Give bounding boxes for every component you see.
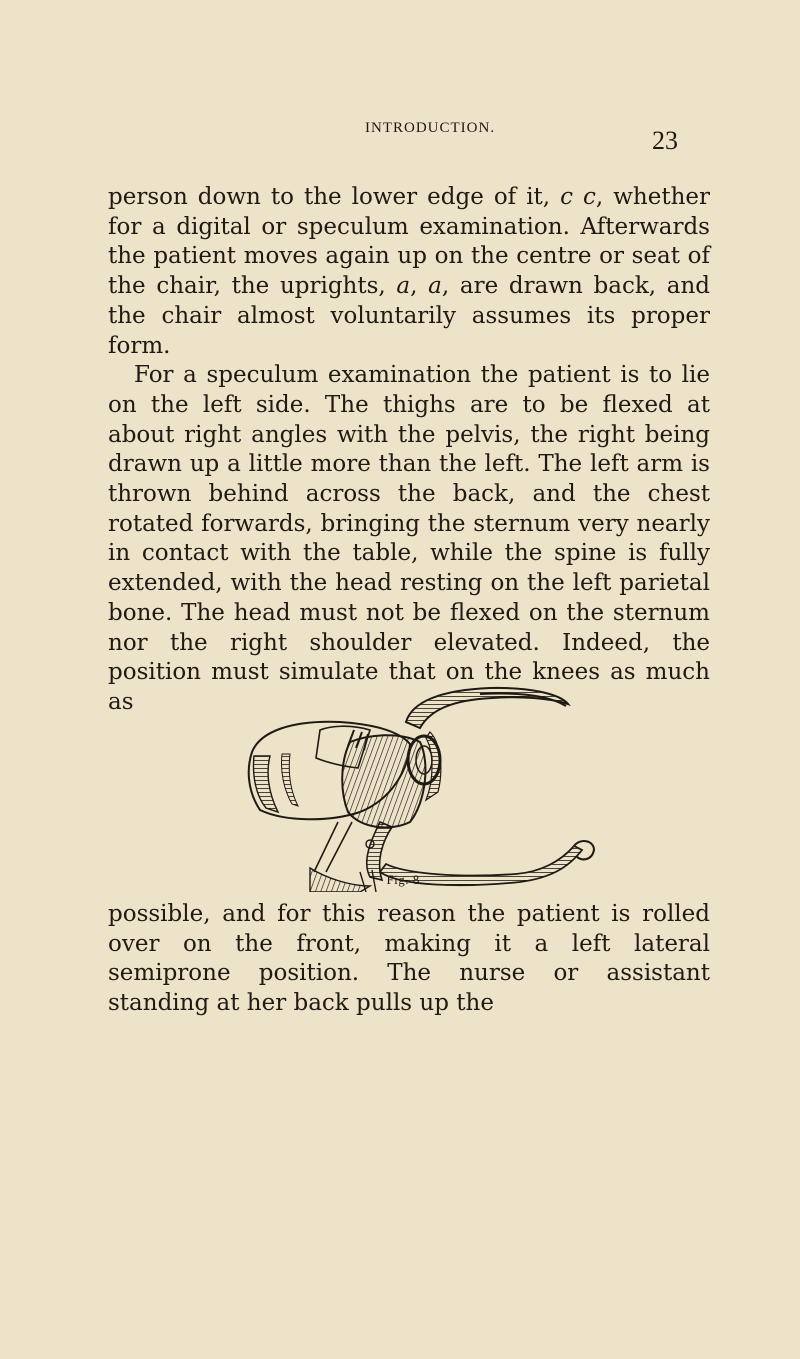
italic-letter-a: a (396, 273, 411, 300)
text-block-lower (108, 900, 710, 1019)
paragraph-semiprone: possible, and for this reason the patient is rolled over on the front, making it a left lateral semiprone position. The nurse or assistant standing at her back pulls up the (108, 901, 710, 1017)
text-run: , are drawn back, and the chair almost voluntarily assumes its proper form. (108, 273, 711, 359)
text-run: , whether for a digital or speculum examination. Afterwards the patient moves again up on the centre or seat of the chair, the uprights, (108, 184, 710, 300)
italic-letter-a: a (428, 273, 442, 300)
text-run: person down to the lower edge of it, (108, 184, 561, 210)
speculum-figure (230, 672, 610, 892)
text-run: , (410, 273, 429, 300)
running-head (0, 120, 800, 160)
running-title: INTRODUCTION. (365, 120, 496, 136)
speculum-illustration (230, 672, 610, 892)
page-number: 23 (652, 126, 678, 155)
text-block-upper (108, 183, 710, 718)
paragraph-continued (108, 183, 710, 361)
italic-letters-cc: c c (560, 184, 596, 210)
paragraph-speculum-position: For a speculum examination the patient is to lie on the left side. The thighs are to be flexed at about right angles with the pelvis, the right being drawn up a little more than the left. The left arm is thrown behind across the back, and the chest rotated forwards, bringing the sternum very nearly in contact with the table, while the spine is fully extended, with the head resting on the left parietal bone. The head must not be flexed on the sternum nor the right shoulder elevated. Indeed, the position must simulate that on the knees as much as (108, 362, 710, 715)
figure-caption: Fig. 8. (386, 872, 424, 887)
